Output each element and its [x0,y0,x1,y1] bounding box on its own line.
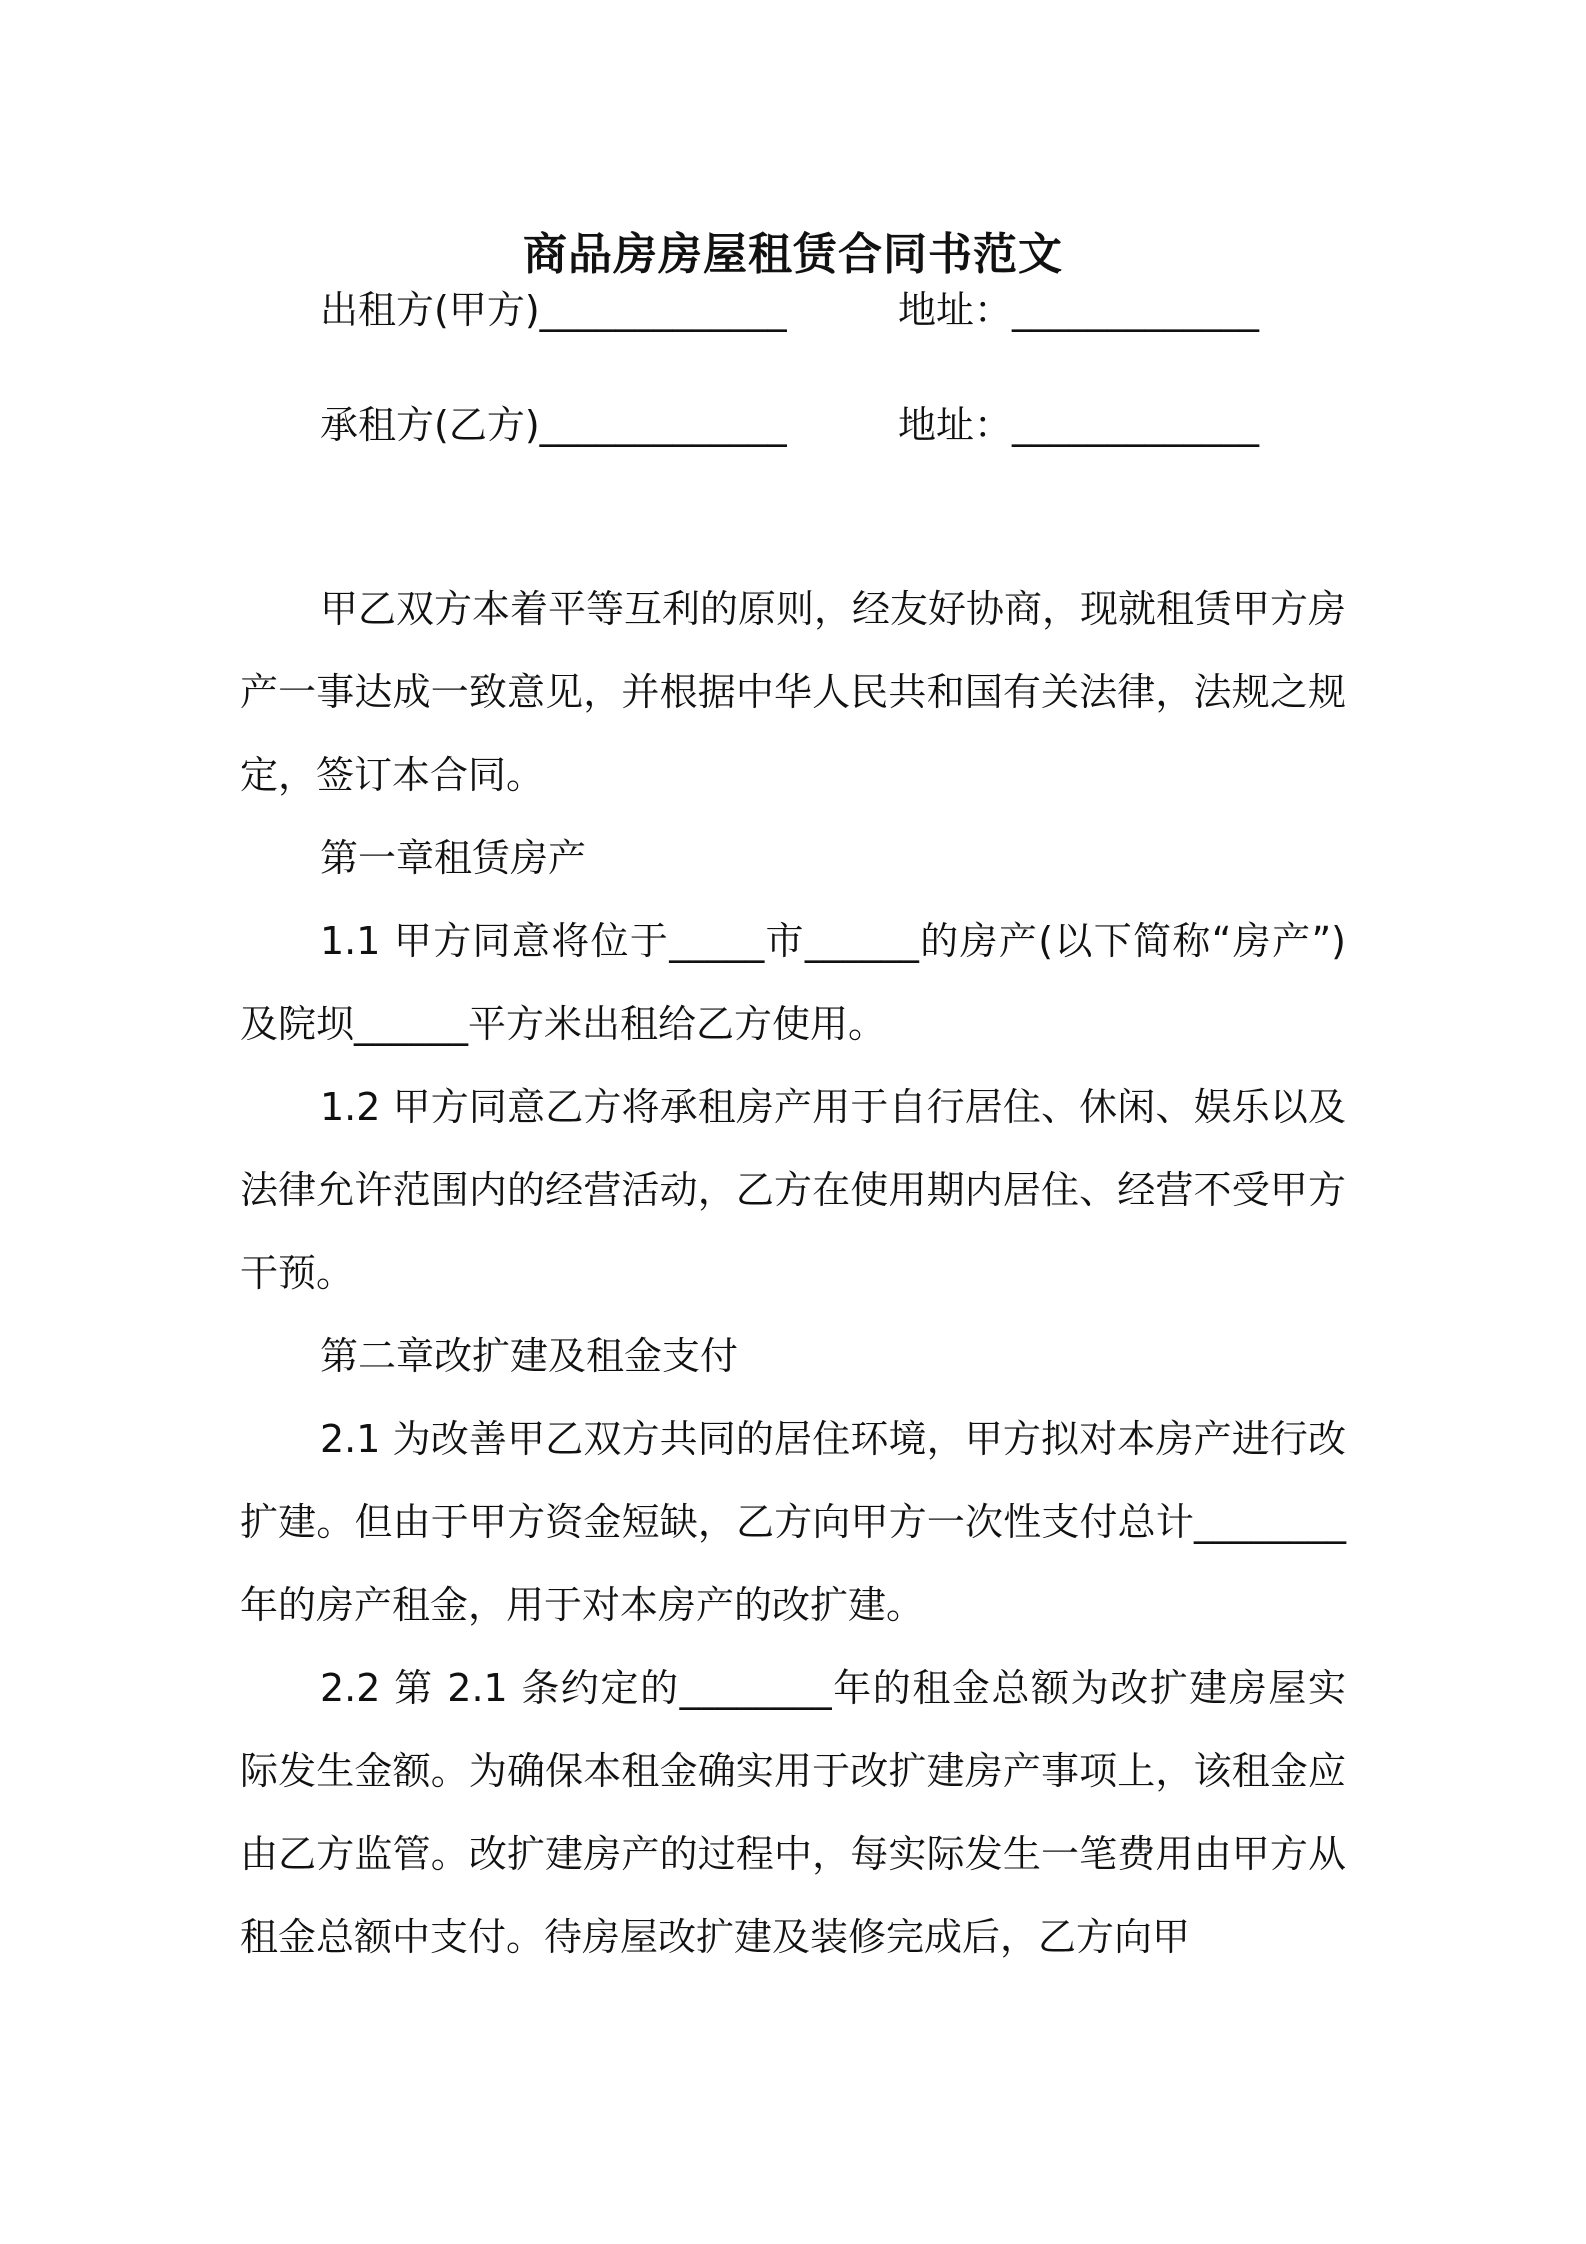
contract-body [240,568,1346,1979]
lessee-address: 地址：_____________ [898,403,1260,447]
document-title: 商品房房屋租赁合同书范文 [523,229,1063,280]
chapter-2-heading: 第二章改扩建及租金支付 [320,1334,739,1378]
clause-1-2: 1.2 甲方同意乙方将承租房产用于自行居住、休闲、娱乐以及法律允许范围内的经营活动，乙方在使用期内居住、经营不受甲方干预。 [240,1085,1346,1295]
lessor-address: 地址：_____________ [898,288,1260,332]
clause-1-1: 1.1 甲方同意将位于_____市______的房产(以下简称“房产”)及院坝______平方米出租给乙方使用。 [240,919,1346,1046]
preamble-paragraph: 甲乙双方本着平等互利的原则，经友好协商，现就租赁甲方房产一事达成一致意见，并根据中华人民共和国有关法律，法规之规定，签订本合同。 [240,587,1347,797]
chapter-1-heading: 第一章租赁房产 [320,836,587,880]
clause-2-1: 2.1 为改善甲乙双方共同的居住环境，甲方拟对本房产进行改扩建。但由于甲方资金短缺，乙方向甲方一次性支付总计________年的房产租金，用于对本房产的改扩建。 [240,1417,1346,1627]
lessee-label: 承租方(乙方)_____________ [320,403,787,447]
lessor-label: 出租方(甲方)_____________ [320,288,787,332]
clause-2-2: 2.2 第 2.1 条约定的________年的租金总额为改扩建房屋实际发生金额。为确保本租金确实用于改扩建房产事项上，该租金应由乙方监管。改扩建房产的过程中，每实际发生一笔费用由甲方从租金总额中支付。待房屋改扩建及装修完成后，乙方向甲 [240,1666,1346,1959]
